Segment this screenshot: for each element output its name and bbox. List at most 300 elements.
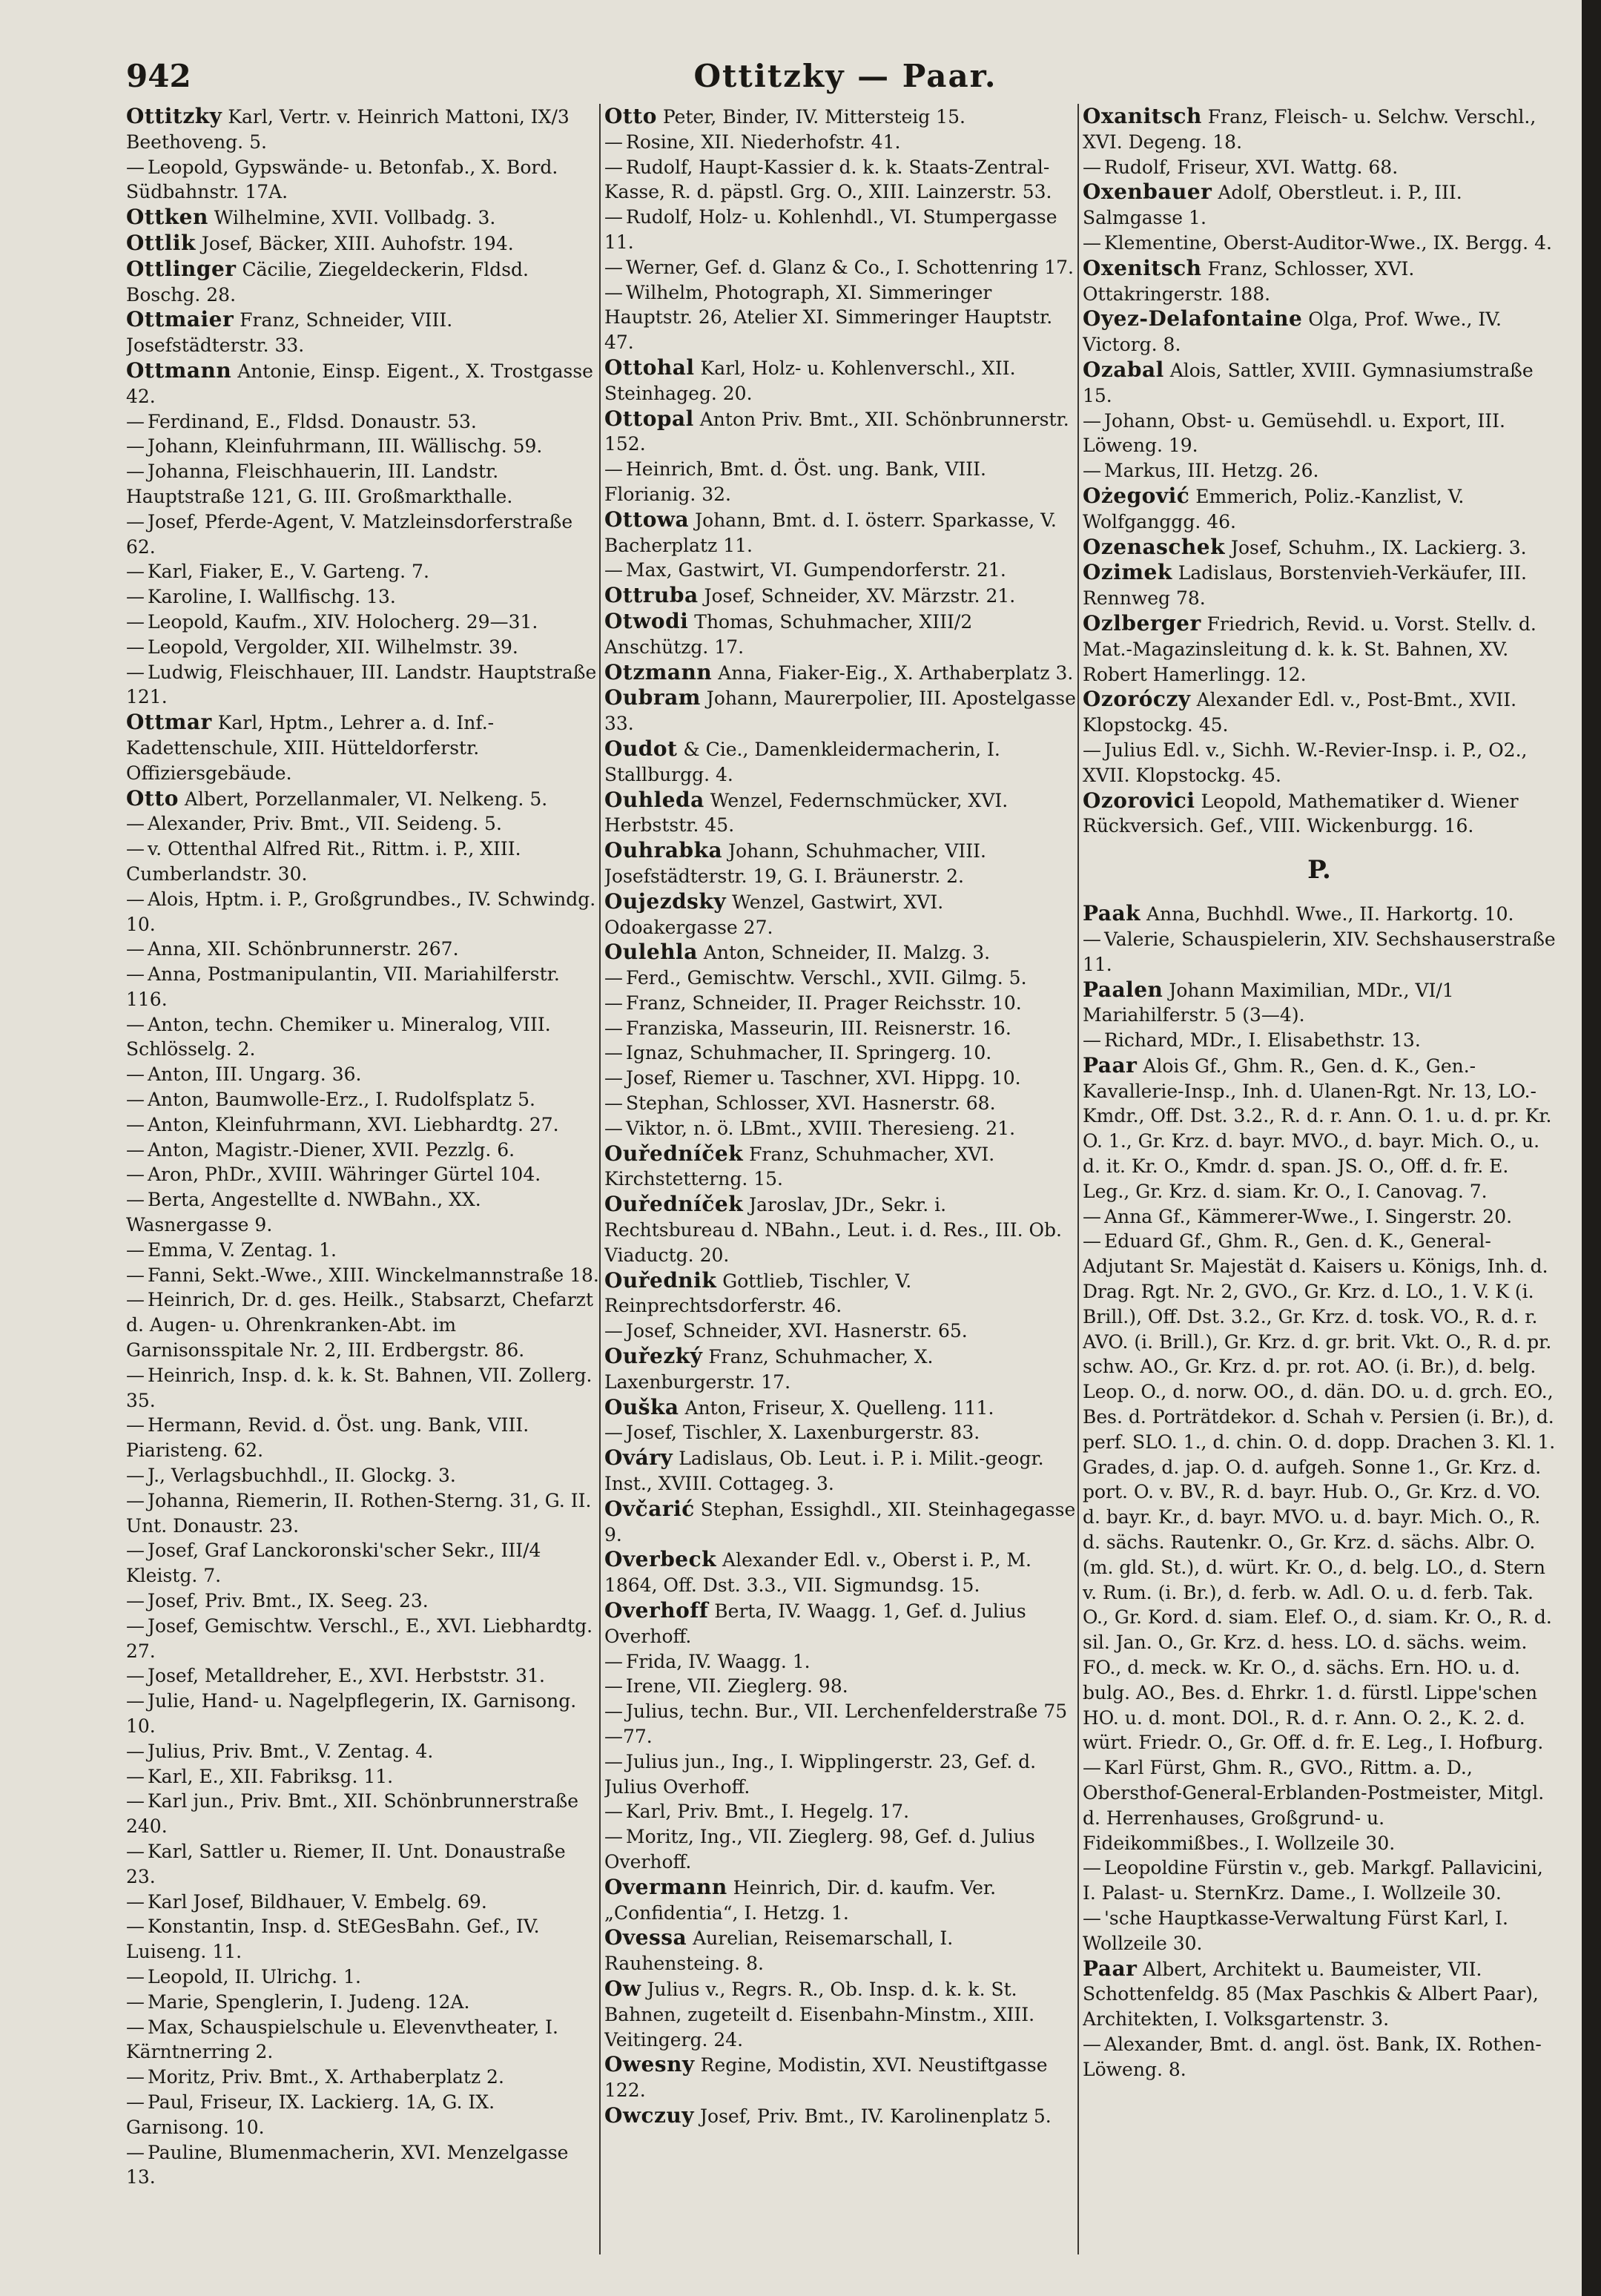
entry-details: Alexander, Bmt. d. angl. öst. Bank, IX. Rothen-Löweng. 8. — [1083, 2033, 1542, 2080]
entry-surname: Paalen — [1083, 977, 1163, 1002]
entry-dash: — — [126, 1489, 145, 1511]
entry-surname: Ouhrabka — [604, 838, 723, 863]
directory-entry — [126, 155, 599, 205]
directory-entry — [126, 710, 599, 785]
directory-entry — [604, 1976, 1077, 2052]
directory-entry — [604, 1547, 1077, 1598]
entry-dash: — — [126, 661, 145, 683]
column-middle — [604, 104, 1077, 2269]
directory-entry — [604, 1824, 1077, 1875]
directory-entry — [126, 1614, 599, 1664]
directory-entry — [126, 104, 599, 155]
entry-dash: — — [126, 1164, 145, 1186]
entry-dash: — — [1083, 1857, 1101, 1879]
directory-entry — [126, 2015, 599, 2065]
entry-details: Josef, Bäcker, XIII. Auhofstr. 194. — [195, 232, 514, 254]
entry-dash: — — [126, 1740, 145, 1762]
entry-details: Josef, Schneider, XV. Märzstr. 21. — [698, 585, 1016, 607]
directory-entry — [126, 1112, 599, 1138]
entry-surname: Ováry — [604, 1445, 673, 1471]
directory-entry — [604, 583, 1077, 609]
entry-details: Johann, Schuhmacher, VIII. Josefstädterstr. 19, G. I. Bräunerstr. 2. — [604, 840, 986, 887]
directory-entry — [604, 1319, 1077, 1344]
entry-dash: — — [604, 1067, 623, 1089]
directory-entry — [604, 889, 1077, 940]
entry-details: Josef, Metalldreher, E., XVI. Herbststr. 31. — [148, 1665, 545, 1687]
entry-details: Anton, Friseur, X. Quelleng. 111. — [679, 1396, 994, 1419]
entry-dash: — — [126, 1965, 145, 1987]
entry-details: Anna, Fiaker-Eig., X. Arthaberplatz 3. — [712, 662, 1074, 684]
directory-entry — [1083, 1755, 1556, 1855]
entry-dash: — — [126, 813, 145, 835]
entry-details: Anton, Magistr.-Diener, XVII. Pezzlg. 6. — [148, 1138, 515, 1161]
entry-details: Julie, Hand- u. Nagelpflegerin, IX. Garnisong. 10. — [126, 1690, 577, 1737]
entry-details: Johann, Maurerpolier, III. Apostelgasse 33. — [604, 687, 1076, 735]
entry-surname: Ozlberger — [1083, 610, 1201, 636]
entry-dash: — — [604, 559, 623, 581]
directory-entry — [1083, 1229, 1556, 1755]
directory-entry — [126, 1012, 599, 1063]
entry-surname: Overmann — [604, 1874, 727, 1899]
column-divider — [1077, 104, 1079, 2254]
entry-details: Rosine, XII. Niederhofstr. 41. — [626, 131, 901, 153]
entry-details: Hermann, Revid. d. Öst. ung. Bank, VIII. Piaristeng. 62. — [126, 1414, 529, 1462]
section-letter: P. — [1307, 855, 1331, 885]
directory-entry — [604, 966, 1077, 991]
directory-entry — [604, 1344, 1077, 1395]
entry-dash: — — [126, 435, 145, 458]
entry-dash: — — [604, 131, 623, 153]
entry-details: Pauline, Blumenmacherin, XVI. Menzelgasse 13. — [126, 2141, 569, 2188]
directory-entry — [126, 2090, 599, 2140]
entry-dash: — — [126, 2066, 145, 2088]
entry-details: Franz, Schuhmacher, XVI. Kirchstetterng. 15. — [604, 1143, 995, 1190]
directory-entry — [126, 358, 599, 409]
entry-details: Peter, Binder, IV. Mittersteig 15. — [656, 106, 965, 128]
entry-details: Werner, Gef. d. Glanz & Co., I. Schottenring 17. — [626, 256, 1074, 278]
entry-details: Wilhelmine, XVII. Vollbadg. 3. — [208, 207, 496, 229]
entry-details: Ladislaus, Borstenvieh-Verkäufer, III. Rennweg 78. — [1083, 562, 1527, 610]
directory-entry — [604, 1649, 1077, 1675]
directory-entry — [604, 788, 1077, 839]
directory-entry — [604, 507, 1077, 558]
entry-dash: — — [126, 1465, 145, 1487]
directory-entry — [604, 1445, 1077, 1497]
entry-surname: Ottmann — [126, 357, 232, 383]
entry-dash: — — [604, 1117, 623, 1139]
entry-details: Viktor, n. ö. LBmt., XVIII. Theresieng. 21. — [626, 1117, 1016, 1139]
entry-details: Josef, Priv. Bmt., IV. Karolinenplatz 5. — [694, 2105, 1052, 2127]
entry-details: Anton, techn. Chemiker u. Mineralog, VIII. Schlösselg. 2. — [126, 1013, 551, 1060]
entry-dash: — — [604, 967, 623, 989]
entry-details: Markus, III. Hetzg. 26. — [1104, 460, 1319, 482]
entry-details: Gottlieb, Tischler, V. Reinprechtsdorferstr. 46. — [604, 1270, 912, 1317]
entry-details: Julius Edl. v., Sichh. W.-Revier-Insp. i. P., O2., XVII. Klopstockg. 45. — [1083, 739, 1528, 786]
entry-dash: — — [126, 2141, 145, 2163]
directory-entry — [126, 786, 599, 812]
directory-entry — [126, 962, 599, 1012]
directory-entry — [1083, 977, 1556, 1029]
directory-entry — [604, 205, 1077, 255]
directory-entry — [126, 1764, 599, 1789]
column-left — [126, 104, 599, 2269]
entry-surname: Overhoff — [604, 1598, 709, 1623]
scan-edge — [1582, 0, 1601, 2296]
directory-entry — [126, 811, 599, 837]
entry-details: Wenzel, Gastwirt, XVI. Odoakergasse 27. — [604, 891, 944, 938]
entry-dash: — — [1083, 2033, 1101, 2055]
page-number: 942 — [126, 58, 191, 94]
entry-details: Franz, Schlosser, XVI. Ottakringerstr. 188. — [1083, 257, 1415, 305]
entry-details: Frida, IV. Waagg. 1. — [626, 1650, 811, 1672]
directory-entry — [126, 434, 599, 459]
entry-dash: — — [126, 938, 145, 960]
directory-entry — [604, 1799, 1077, 1824]
entry-details: Josef, Graf Lanckoronski'scher Sekr., III/4 Kleistg. 7. — [126, 1540, 541, 1587]
entry-dash: — — [126, 2016, 145, 2038]
entry-details: Karoline, I. Wallfischg. 13. — [148, 586, 396, 608]
directory-entry — [1083, 1053, 1556, 1204]
entry-dash: — — [126, 1364, 145, 1386]
directory-entry — [126, 837, 599, 887]
entry-surname: Ouška — [604, 1394, 679, 1419]
entry-details: Karl, Fiaker, E., V. Garteng. 7. — [148, 561, 429, 583]
directory-entry — [126, 1263, 599, 1288]
directory-columns — [119, 104, 1572, 2269]
entry-details: Eduard Gf., Ghm. R., Gen. d. K., General-Adjutant Sr. Majestät d. Kaisers u. Königs, Inh. d. Drag. Rgt. Nr. 2, GVO., Gr. Krz. d. LO., 1. V. K (i. Brill.), Off. Dst. 3.2., Gr. Krz. d. tosk. VO., R. d. r. AVO. (i. Brill.), Gr. Krz. d. gr. brit. Vkt. O., R. d. pr. schw. AO., Gr. Krz. d. pr. rot. AO. (i. Br.), d. belg. Leop. O., d. norw. OO., d. dän. DO. u. d. grch. EO., Bes. d. Porträtdekor. d. Schah v. Persien (i. Br.), d. perf. SLO. 1., d. chin. O. d. dopp. Drachen 3. Kl. 1. Grades, d. jap. O. d. aufgeh. Sonne 1., Gr. Krz. d. port. O. v. BV., R. d. bayr. Hub. O., Gr. Krz. d. VO. d. bayr. Kr., d. bayr. MVO. u. d. bayr. Mich. O., R. d. sächs. Rautenkr. O., Gr. Krz. d. sächs. Albr. O. (m. gld. St.), d. würt. Kr. O., d. belg. LO., d. Stern v. Rum. (i. Br.), d. ferb. w. Adl. O. u. d. ferb. Tak. O., Gr. Kord. d. siam. Elef. O., d. siam. Kr. O., R. d. sil. Jan. O., Gr. Krz. d. hess. LO. d. sächs. weim. FO., d. meck. w. Kr. O., d. sächs. Ern. HO. u. d. bulg. AO., Bes. d. Ehrkr. 1. d. fürstl. Lippe'schen HO. u. d. mont. DOl., R. d. r. Ann. O. 2., K. 2. d. würt. Friedr. O., Gr. Off. d. fr. E. Leg., I. Hofburg. — [1083, 1230, 1556, 1754]
entry-surname: Ow — [604, 1976, 641, 2001]
entry-surname: Ottopal — [604, 406, 694, 431]
entry-surname: Oudot — [604, 736, 678, 761]
directory-entry — [126, 937, 599, 962]
entry-surname: Oubram — [604, 685, 701, 710]
directory-entry — [1083, 927, 1556, 977]
directory-entry — [126, 1965, 599, 1990]
entry-details: Leopold, Vergolder, XII. Wilhelmstr. 39. — [148, 636, 518, 658]
entry-surname: Ottmar — [126, 710, 212, 735]
entry-details: Stephan, Essighdl., XII. Steinhagegasse 9. — [604, 1498, 1076, 1545]
entry-surname: Ozorovici — [1083, 788, 1195, 813]
directory-entry — [604, 660, 1077, 686]
entry-dash: — — [126, 510, 145, 532]
entry-dash: — — [126, 1990, 145, 2013]
entry-surname: Paar — [1083, 1052, 1138, 1078]
entry-dash: — — [126, 2091, 145, 2113]
directory-entry — [1083, 2032, 1556, 2082]
entry-dash: — — [604, 1042, 623, 1064]
entry-details: Josef, Riemer u. Taschner, XVI. Hippg. 10. — [626, 1067, 1021, 1089]
directory-entry — [1083, 484, 1556, 535]
directory-entry — [604, 1192, 1077, 1267]
entry-details: Karl Josef, Bildhauer, V. Embelg. 69. — [148, 1890, 487, 1913]
entry-details: Wilhelm, Photograph, XI. Simmeringer Hauptstr. 26, Atelier XI. Simmeringer Hauptstr. 47. — [604, 281, 1053, 354]
entry-surname: Ottitzky — [126, 104, 222, 128]
entry-dash: — — [126, 1063, 145, 1086]
entry-details: Karl, Hptm., Lehrer a. d. Inf.-Kadettenschule, XIII. Hütteldorferstr. Offiziersgebäude. — [126, 712, 495, 784]
entry-details: Josef, Schuhm., IX. Lackierg. 3. — [1225, 536, 1527, 558]
directory-entry — [126, 1589, 599, 1614]
entry-surname: Ottruba — [604, 583, 699, 608]
entry-details: Franziska, Masseurin, III. Reisnerstr. 16. — [626, 1017, 1011, 1039]
directory-entry — [126, 559, 599, 584]
directory-entry — [1083, 1855, 1556, 1906]
entry-dash: — — [126, 1238, 145, 1261]
directory-entry — [604, 940, 1077, 966]
entry-details: Emma, V. Zentag. 1. — [148, 1238, 337, 1261]
entry-dash: — — [604, 992, 623, 1014]
entry-details: Marie, Spenglerin, I. Judeng. 12A. — [148, 1990, 470, 2013]
entry-surname: Oxanitsch — [1083, 104, 1202, 128]
directory-entry — [604, 1598, 1077, 1649]
entry-details: Heinrich, Insp. d. k. k. St. Bahnen, VII. Zollerg. 35. — [126, 1364, 592, 1411]
entry-dash: — — [1083, 460, 1101, 482]
entry-details: Alois Gf., Ghm. R., Gen. d. K., Gen.-Kavallerie-Insp., Inh. d. Ulanen-Rgt. Nr. 13, LO.-Kmdr., Off. Dst. 3.2., R. d. r. Ann. O. 1. u. d. pr. Kr. O. 1., Gr. Krz. d. bayr. MVO., d. bayr. Mich. O., u. d. it. Kr. O., Kmdr. d. span. JS. O., Off. d. fr. E. Leg., Gr. Krz. d. siam. Kr. O., I. Canovag. 7. — [1083, 1055, 1552, 1202]
directory-entry — [604, 1040, 1077, 1066]
entry-surname: Oyez-Delafontaine — [1083, 306, 1303, 331]
entry-dash: — — [604, 1801, 623, 1823]
directory-entry — [1083, 788, 1556, 839]
entry-details: Berta, Angestellte d. NWBahn., XX. Wasnergasse 9. — [126, 1189, 481, 1236]
entry-details: Heinrich, Bmt. d. Öst. ung. Bank, VIII. Florianig. 32. — [604, 458, 986, 505]
entry-details: Albert, Architekt u. Baumeister, VII. Schottenfeldg. 85 (Max Paschkis & Albert Paar), Architekten, I. Volksgartenstr. 3. — [1083, 1958, 1539, 2031]
entry-details: Cäcilie, Ziegeldeckerin, Fldsd. Boschg. 28. — [126, 258, 529, 306]
entry-surname: Oxenbauer — [1083, 179, 1212, 205]
entry-details: Johann Maximilian, MDr., VI/1 Mariahilferstr. 5 (3—4). — [1083, 979, 1454, 1026]
directory-entry — [1083, 687, 1556, 738]
entry-details: Ferdinand, E., Fldsd. Donaustr. 53. — [148, 410, 477, 432]
entry-details: Josef, Priv. Bmt., IX. Seeg. 23. — [148, 1590, 429, 1612]
directory-entry — [1083, 458, 1556, 484]
entry-dash: — — [126, 1414, 145, 1436]
entry-details: Franz, Fleisch- u. Selchw. Verschl., XVI. Degeng. 18. — [1083, 106, 1536, 153]
entry-details: Antonie, Einsp. Eigent., X. Trostgasse 42. — [126, 360, 593, 407]
entry-dash: — — [126, 610, 145, 633]
entry-dash: — — [1083, 928, 1101, 950]
entry-surname: Ottohal — [604, 354, 695, 380]
column-divider — [599, 104, 601, 2254]
directory-entry — [604, 1674, 1077, 1699]
directory-entry — [604, 991, 1077, 1016]
entry-dash: — — [126, 461, 145, 483]
directory-entry — [126, 1287, 599, 1362]
entry-dash: — — [1083, 1230, 1101, 1253]
directory-entry — [126, 1914, 599, 1965]
directory-entry — [126, 2140, 599, 2191]
directory-entry — [604, 255, 1077, 280]
entry-details: Ferd., Gemischtw. Verschl., XVII. Gilmg. 5. — [626, 967, 1027, 989]
entry-details: & Cie., Damenkleidermacherin, I. Stallburgg. 4. — [604, 738, 1000, 785]
entry-details: Johanna, Riemerin, II. Rothen-Sterng. 31, G. II. Unt. Donaustr. 23. — [126, 1489, 592, 1537]
entry-details: Julius jun., Ing., I. Wipplingerstr. 23, Gef. d. Julius Overhoff. — [604, 1750, 1037, 1798]
directory-entry — [1083, 611, 1556, 687]
entry-details: Leopold, Mathematiker d. Wiener Rückversich. Gef., VIII. Wickenburgg. 16. — [1083, 790, 1519, 837]
directory-entry — [604, 155, 1077, 205]
entry-details: Friedrich, Revid. u. Vorst. Stellv. d. Mat.-Magazinsleitung d. k. k. St. Bahnen, XV. Robert Hamerlingg. 12. — [1083, 613, 1536, 685]
entry-details: Rudolf, Haupt-Kassier d. k. k. Staats-Zentral-Kasse, R. d. päpstl. Grg. O., XIII. Lainzerstr. 53. — [604, 156, 1052, 203]
entry-details: Berta, IV. Waagg. 1, Gef. d. Julius Overhoff. — [604, 1600, 1026, 1647]
directory-entry — [1083, 560, 1556, 611]
directory-entry — [126, 1087, 599, 1112]
directory-entry — [604, 1395, 1077, 1421]
directory-entry — [604, 1066, 1077, 1091]
entry-details: J., Verlagsbuchhdl., II. Glockg. 3. — [148, 1465, 456, 1487]
directory-entry — [126, 1739, 599, 1764]
directory-entry — [1083, 1906, 1556, 1956]
entry-details: Leopold, Kaufm., XIV. Holocherg. 29—31. — [148, 610, 538, 633]
entry-details: Karl, E., XII. Fabriksg. 11. — [148, 1765, 394, 1787]
entry-details: Josef, Schneider, XVI. Hasnerstr. 65. — [626, 1320, 968, 1342]
directory-entry — [126, 1839, 599, 1890]
directory-entry — [1083, 738, 1556, 788]
entry-dash: — — [604, 1422, 623, 1444]
directory-entry — [126, 584, 599, 610]
directory-entry — [1083, 231, 1556, 256]
entry-details: Josef, Pferde-Agent, V. Matzleinsdorferstraße 62. — [126, 510, 573, 558]
entry-dash: — — [126, 1540, 145, 1562]
entry-surname: Ovessa — [604, 1925, 687, 1950]
entry-details: Thomas, Schuhmacher, XIII/2 Anschützg. 17. — [604, 610, 973, 658]
entry-surname: Ouřezký — [604, 1344, 703, 1369]
entry-details: Max, Gastwirt, VI. Gumpendorferstr. 21. — [626, 559, 1006, 581]
directory-entry — [604, 1016, 1077, 1041]
entry-surname: Ottlinger — [126, 256, 237, 281]
directory-entry — [126, 1689, 599, 1739]
directory-entry — [126, 1890, 599, 1915]
entry-surname: Ozoróczy — [1083, 687, 1191, 712]
entry-details: Alexander Edl. v., Oberst i. P., M. 1864, Off. Dst. 3.3., VII. Sigmundsg. 15. — [604, 1549, 1031, 1597]
entry-details: Ignaz, Schuhmacher, II. Springerg. 10. — [626, 1042, 992, 1064]
entry-details: Klementine, Oberst-Auditor-Wwe., IX. Bergg. 4. — [1104, 231, 1552, 254]
directory-entry — [126, 1413, 599, 1463]
directory-entry — [604, 685, 1077, 736]
entry-dash: — — [604, 1700, 623, 1723]
entry-details: Aurelian, Reisemarschall, I. Rauhensteing. 8. — [604, 1927, 954, 1975]
running-title: Ottitzky — Paar. — [693, 58, 997, 94]
entry-details: Anton Priv. Bmt., XII. Schönbrunnerstr. 152. — [604, 408, 1069, 455]
entry-surname: Ottken — [126, 205, 208, 230]
directory-entry — [604, 130, 1077, 155]
entry-dash: — — [1083, 1907, 1101, 1929]
entry-details: Anna Gf., Kämmerer-Wwe., I. Singerstr. 20. — [1104, 1205, 1513, 1227]
directory-entry — [126, 635, 599, 660]
entry-dash: — — [604, 1750, 623, 1772]
directory-entry — [604, 1091, 1077, 1116]
entry-surname: Ouhleda — [604, 787, 704, 812]
entry-details: Anton, III. Ungarg. 36. — [148, 1063, 362, 1086]
directory-entry — [1083, 104, 1556, 155]
entry-surname: Oulehla — [604, 940, 698, 965]
directory-entry — [1083, 901, 1556, 927]
directory-entry — [126, 409, 599, 435]
directory-entry — [604, 1875, 1077, 1926]
directory-entry — [604, 355, 1077, 406]
entry-dash: — — [604, 1826, 623, 1848]
entry-details: Aron, PhDr., XVIII. Währinger Gürtel 104. — [148, 1164, 541, 1186]
directory-entry — [126, 887, 599, 937]
entry-details: Karl Fürst, Ghm. R., GVO., Rittm. a. D., Obersthof-General-Erblanden-Postmeister, Mitgl. d. Herrenhauses, Großgrund- u. Fideikommißbes., I. Wollzeile 30. — [1083, 1757, 1545, 1854]
entry-dash: — — [126, 410, 145, 432]
directory-entry — [604, 280, 1077, 355]
entry-dash: — — [126, 963, 145, 986]
column-right — [1083, 104, 1556, 2269]
directory-entry — [604, 104, 1077, 130]
entry-surname: Paar — [1083, 1956, 1138, 1981]
entry-details: Franz, Schuhmacher, X. Laxenburgerstr. 17. — [604, 1346, 934, 1393]
directory-entry — [604, 609, 1077, 660]
directory-entry — [604, 1420, 1077, 1445]
directory-entry — [604, 838, 1077, 889]
entry-details: Karl jun., Priv. Bmt., XII. Schönbrunnerstraße 240. — [126, 1790, 579, 1838]
directory-entry — [126, 1138, 599, 1163]
entry-details: Heinrich, Dir. d. kaufm. Ver. „Confidentia“, I. Hetzg. 1. — [604, 1876, 997, 1924]
entry-dash: — — [126, 888, 145, 910]
directory-entry — [604, 1925, 1077, 1976]
directory-entry — [604, 1497, 1077, 1548]
entry-surname: Otwodi — [604, 608, 689, 633]
entry-details: Leopoldine Fürstin v., geb. Markgf. Pallavicini, I. Palast- u. SternKrz. Dame., I. Wollzeile 30. — [1083, 1857, 1543, 1904]
entry-details: Wenzel, Federnschmücker, XVI. Herbststr. 45. — [604, 789, 1009, 837]
entry-details: Valerie, Schauspielerin, XIV. Sechshauserstraße 11. — [1083, 928, 1556, 975]
entry-dash: — — [126, 1590, 145, 1612]
entry-dash: — — [126, 1890, 145, 1913]
entry-dash: — — [1083, 409, 1101, 432]
entry-dash: — — [126, 1916, 145, 1938]
directory-entry — [604, 1699, 1077, 1749]
directory-entry — [604, 1268, 1077, 1319]
entry-surname: Otzmann — [604, 659, 713, 684]
entry-details: Franz, Schneider, II. Prager Reichsstr. 10. — [626, 992, 1022, 1014]
entry-details: Olga, Prof. Wwe., IV. Victorg. 8. — [1083, 309, 1502, 356]
entry-dash: — — [126, 1765, 145, 1787]
entry-details: Fanni, Sekt.-Wwe., XIII. Winckelmannstraße 18. — [148, 1264, 599, 1286]
entry-surname: Oujezdsky — [604, 888, 727, 914]
entry-details: Anton, Baumwolle-Erz., I. Rudolfsplatz 5. — [148, 1089, 535, 1111]
entry-dash: — — [126, 561, 145, 583]
directory-entry — [1083, 256, 1556, 307]
entry-surname: Otto — [604, 104, 657, 128]
entry-surname: Ouředníček — [604, 1141, 744, 1166]
entry-details: Regine, Modistin, XVI. Neustiftgasse 122. — [604, 2054, 1048, 2102]
entry-dash: — — [1083, 739, 1101, 761]
entry-dash: — — [1083, 1757, 1101, 1779]
entry-details: Anna, Postmanipulantin, VII. Mariahilferstr. 116. — [126, 963, 560, 1010]
entry-details: Anna, XII. Schönbrunnerstr. 267. — [148, 938, 459, 960]
entry-dash: — — [126, 1614, 145, 1637]
entry-details: Karl, Sattler u. Riemer, II. Unt. Donaustraße 23. — [126, 1840, 566, 1887]
entry-details: Jaroslav, JDr., Sekr. i. Rechtsbureau d. NBahn., Leut. i. d. Res., III. Ob. Viaductg. 20. — [604, 1194, 1062, 1266]
entry-dash: — — [126, 1690, 145, 1712]
entry-details: Anna, Buchhdl. Wwe., II. Harkortg. 10. — [1140, 903, 1514, 926]
entry-dash: — — [1083, 1029, 1101, 1052]
entry-details: Rudolf, Holz- u. Kohlenhdl., VI. Stumpergasse 11. — [604, 206, 1057, 253]
entry-surname: Owczuy — [604, 2102, 695, 2128]
entry-details: Julius, Priv. Bmt., V. Zentag. 4. — [148, 1740, 434, 1762]
entry-dash: — — [126, 838, 145, 860]
entry-surname: Paak — [1083, 901, 1140, 926]
entry-dash: — — [604, 206, 623, 228]
directory-entry — [126, 1990, 599, 2015]
directory-entry — [126, 307, 599, 358]
entry-dash: — — [126, 1790, 145, 1812]
directory-entry — [604, 558, 1077, 583]
directory-entry — [126, 1488, 599, 1539]
entry-dash: — — [604, 256, 623, 278]
entry-details: 'sche Hauptkasse-Verwaltung Fürst Karl, I. Wollzeile 30. — [1083, 1907, 1509, 1954]
entry-details: Anton, Kleinfuhrmann, XVI. Liebhardtg. 27. — [148, 1113, 559, 1135]
entry-dash: — — [126, 1113, 145, 1135]
entry-details: Josef, Gemischtw. Verschl., E., XVI. Liebhardtg. 27. — [126, 1614, 593, 1662]
directory-entry — [126, 1238, 599, 1263]
